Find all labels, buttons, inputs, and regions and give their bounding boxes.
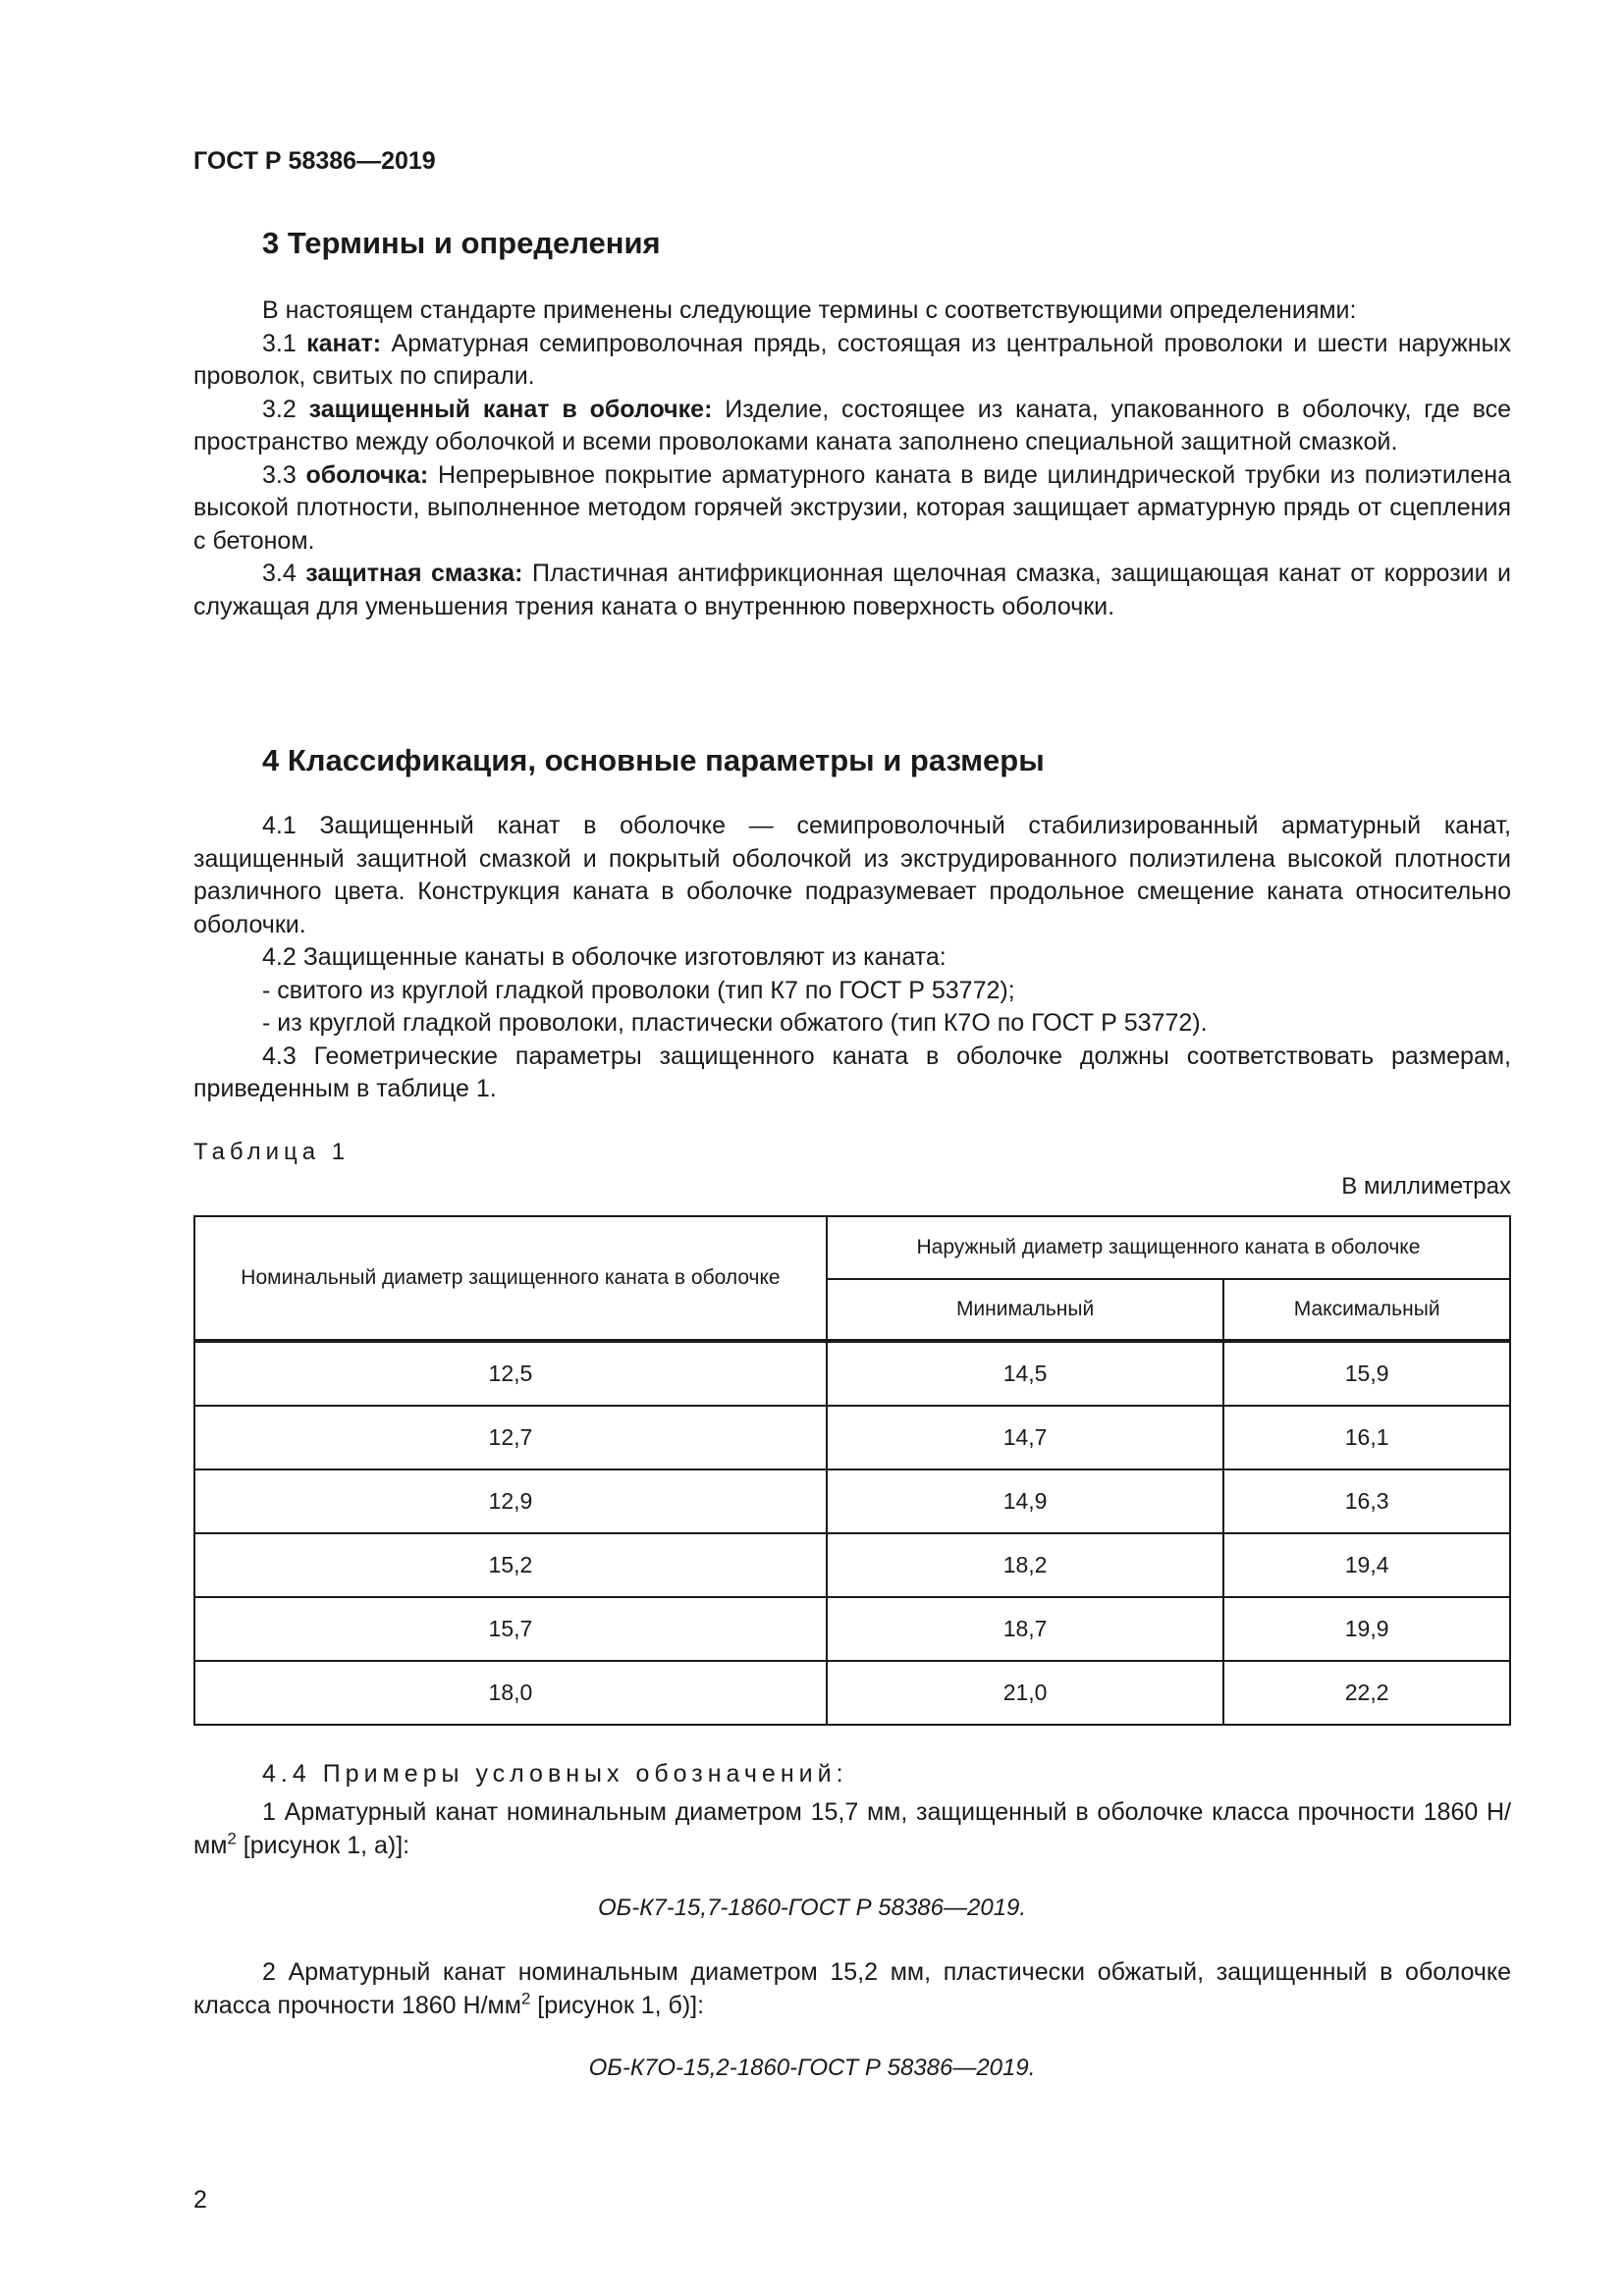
cell-nominal: 15,7	[194, 1597, 827, 1661]
section-3-body	[193, 294, 1511, 623]
term-3-1: 3.1 канат: Арматурная семипроволочная прядь, состоящая из центральной проволоки и шести наружных проволок, свитых по спирали.	[193, 329, 1511, 390]
list-item-k7: - свитого из круглой гладкой проволоки (тип К7 по ГОСТ Р 53772);	[262, 976, 1015, 1004]
cell-max: 19,9	[1223, 1597, 1510, 1661]
cell-nominal: 15,2	[194, 1533, 827, 1597]
cell-max: 19,4	[1223, 1533, 1510, 1597]
cell-max: 16,3	[1223, 1469, 1510, 1533]
examples-heading: 4.4 Примеры условных обозначений:	[262, 1760, 848, 1788]
table-caption: Таблица 1	[193, 1139, 351, 1165]
term-3-2: 3.2 защищенный канат в оболочке: Изделие, состоящее из каната, упакованного в оболочку, где все пространство между оболочкой и всеми проволоками каната заполнено специальной защитной смазкой.	[193, 395, 1512, 455]
cell-min: 14,5	[827, 1341, 1223, 1406]
cell-min: 18,7	[827, 1597, 1223, 1661]
table-row	[194, 1533, 1510, 1597]
cell-nominal: 12,9	[194, 1469, 827, 1533]
cell-min: 21,0	[827, 1661, 1223, 1725]
cell-nominal: 12,7	[194, 1406, 827, 1469]
cell-min: 14,9	[827, 1469, 1223, 1533]
cell-max: 16,1	[1223, 1406, 1510, 1469]
diameter-table	[193, 1215, 1511, 1726]
table-units: В миллиметрах	[1341, 1173, 1511, 1200]
document-header: ГОСТ Р 58386—2019	[193, 147, 436, 175]
table-row	[194, 1661, 1510, 1725]
cell-nominal: 18,0	[194, 1661, 827, 1725]
paragraph-4-1: 4.1 Защищенный канат в оболочке — семипроволочный стабилизированный арматурный канат, защищенный защитной смазкой и покрытый оболочкой из экструдированного полиэтилена высокой плотности различного цвета. Конструкция каната в оболочке подразумевает продольное смещение каната относительно оболочки.	[193, 812, 1511, 938]
cell-max: 15,9	[1223, 1341, 1510, 1406]
table-row	[194, 1597, 1510, 1661]
header-nominal-diameter: Номинальный диаметр защищенного каната в оболочке	[194, 1216, 827, 1341]
example-2-code: ОБ-К7О-15,2-1860-ГОСТ Р 58386—2019.	[588, 2055, 1036, 2081]
paragraph-4-2: 4.2 Защищенные канаты в оболочке изготовляют из каната:	[262, 943, 947, 971]
example-2-text: 2 Арматурный канат номинальным диаметром 15,2 мм, пластически обжатый, защищенный в оболочке класса прочности 1860 $Н/мм^2$ [рисунок 1, б)]:	[193, 1958, 1511, 2019]
header-min: Минимальный	[827, 1279, 1223, 1341]
cell-max: 22,2	[1223, 1661, 1510, 1725]
section-4-body	[193, 810, 1511, 1106]
example-1-code: ОБ-К7-15,7-1860-ГОСТ Р 58386—2019.	[597, 1895, 1027, 1921]
section-3-intro: В настоящем стандарте применены следующие термины с соответствующими определениями:	[262, 296, 1357, 324]
term-3-3: 3.3 оболочка: Непрерывное покрытие арматурного каната в виде цилиндрической трубки из полиэтилена высокой плотности, выполненное методом горячей экструзии, которая защищает арматурную прядь от сцепления с бетоном.	[193, 460, 1511, 555]
term-3-4: 3.4 защитная смазка: Пластичная антифрикционная щелочная смазка, защищающая канат от коррозии и служащая для уменьшения трения каната о внутреннюю поверхность оболочки.	[193, 560, 1511, 620]
header-max: Максимальный	[1223, 1279, 1510, 1341]
cell-min: 18,2	[827, 1533, 1223, 1597]
page-number: 2	[193, 2186, 207, 2214]
table-row	[194, 1469, 1510, 1533]
section-3-title: 3 Термины и определения	[262, 226, 661, 260]
table-row	[194, 1406, 1510, 1469]
cell-min: 14,7	[827, 1406, 1223, 1469]
paragraph-4-3: 4.3 Геометрические параметры защищенного каната в оболочке должны соответствовать размерам, приведенным в таблице 1.	[193, 1041, 1511, 1102]
header-outer-diameter: Наружный диаметр защищенного каната в оболочке	[827, 1216, 1510, 1279]
cell-nominal: 12,5	[194, 1341, 827, 1406]
table-row	[194, 1341, 1510, 1406]
example-1-text: 1 Арматурный канат номинальным диаметром 15,7 мм, защищенный в оболочке класса прочности 1860 $Н/мм^2$ [рисунок 1, а)]:	[193, 1798, 1511, 1859]
section-4-title: 4 Классификация, основные параметры и размеры	[262, 743, 1045, 777]
list-item-k7o: - из круглой гладкой проволоки, пластически обжатого (тип К7О по ГОСТ Р 53772).	[262, 1009, 1208, 1037]
